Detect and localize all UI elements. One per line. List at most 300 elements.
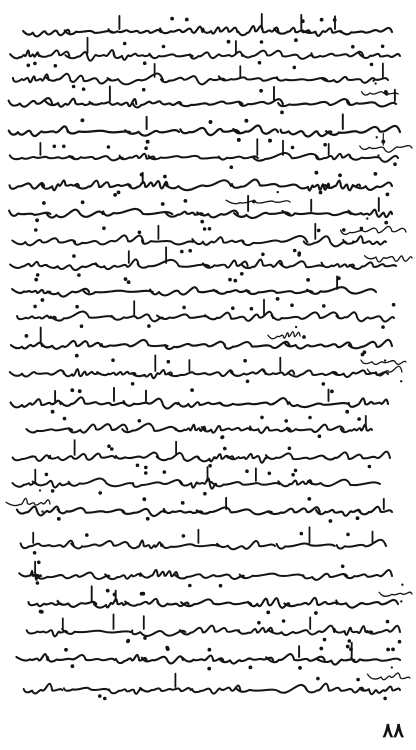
diacritic-dot [356, 516, 360, 520]
manuscript-line [312, 52, 364, 58]
manuscript-line [132, 370, 172, 378]
diacritic-dot [348, 639, 352, 643]
diacritic-dot [352, 241, 354, 243]
manuscript-line [103, 209, 172, 216]
manuscript-line [47, 264, 98, 270]
manuscript-line [278, 480, 312, 486]
diacritic-dot [341, 565, 345, 569]
diacritic-dot [377, 154, 379, 156]
manuscript-line [160, 27, 202, 34]
manuscript-line [48, 655, 115, 662]
diacritic-dot [110, 447, 114, 451]
manuscript-line [219, 156, 258, 159]
manuscript-line [128, 181, 168, 188]
diacritic-dot [307, 497, 311, 501]
diacritic-dot [184, 199, 188, 203]
manuscript-line [122, 509, 164, 516]
interlinear-gloss [379, 592, 412, 596]
diacritic-dot [42, 201, 46, 205]
manuscript-line [289, 402, 348, 407]
manuscript-line [217, 541, 275, 549]
diacritic-dot [143, 61, 147, 65]
diacritic-dot [147, 324, 151, 328]
diacritic-dot [36, 273, 40, 277]
manuscript-line [326, 126, 400, 135]
diacritic-dot [82, 87, 86, 91]
manuscript-line [190, 52, 242, 59]
diacritic-dot [51, 410, 55, 414]
manuscript-line [277, 544, 335, 549]
diacritic-dot [106, 589, 110, 593]
diacritic-dot [165, 646, 169, 650]
diacritic-dot [63, 417, 67, 421]
diacritic-dot [142, 497, 146, 501]
diacritic-dot [208, 464, 212, 468]
diacritic-dot [400, 380, 402, 382]
manuscript-line [288, 370, 337, 376]
manuscript-line [102, 340, 168, 347]
diacritic-dot [291, 146, 295, 150]
manuscript-line [174, 574, 244, 579]
manuscript-line [304, 236, 346, 246]
diacritic-dot [386, 193, 390, 197]
manuscript-line [341, 28, 393, 34]
interlinear-gloss [6, 498, 50, 505]
diacritic-dot [54, 64, 58, 68]
manuscript-line [67, 129, 130, 134]
manuscript-line [142, 240, 193, 244]
manuscript-line [63, 369, 100, 376]
diacritic-dot [237, 138, 241, 142]
diacritic-dot [180, 250, 184, 254]
manuscript-line [220, 398, 288, 406]
diacritic-dot [107, 444, 111, 448]
manuscript-line [11, 343, 42, 349]
diacritic-dot [33, 551, 37, 555]
manuscript-line [233, 126, 278, 134]
manuscript-line [33, 481, 70, 488]
manuscript-line [180, 128, 239, 135]
diacritic-dot [381, 45, 385, 49]
manuscript-line [75, 181, 131, 189]
diacritic-dot [319, 647, 323, 651]
diacritic-dot [34, 228, 38, 232]
manuscript-line [272, 312, 339, 319]
manuscript-line [239, 628, 273, 634]
manuscript-line [281, 130, 332, 137]
manuscript-line [69, 156, 123, 161]
page-number: ۸۸ [382, 718, 404, 742]
manuscript-line [149, 156, 220, 160]
manuscript-line [359, 53, 400, 58]
diacritic-dot [223, 447, 227, 451]
diacritic-dot [250, 307, 254, 311]
manuscript-line [268, 507, 320, 514]
diacritic-dot [57, 517, 61, 521]
manuscript-line [50, 312, 114, 321]
interlinear-gloss [268, 332, 300, 339]
manuscript-line [41, 180, 79, 190]
diacritic-dot [320, 18, 324, 22]
manuscript-line [9, 126, 68, 136]
manuscript-line [157, 314, 209, 319]
manuscript-line [305, 684, 363, 693]
manuscript-line [225, 342, 290, 349]
interlinear-gloss [362, 92, 398, 95]
manuscript-line [47, 210, 103, 218]
manuscript-line [19, 571, 41, 580]
diacritic-dot [356, 678, 360, 682]
diacritic-dot [41, 510, 43, 512]
manuscript-line [58, 601, 97, 607]
manuscript-line [64, 688, 109, 691]
manuscript-line [116, 452, 159, 458]
diacritic-dot [342, 228, 346, 232]
diacritic-dot [302, 335, 306, 339]
manuscript-line [10, 262, 47, 268]
manuscript-line [97, 372, 135, 375]
manuscript-line [181, 599, 251, 606]
manuscript-line [133, 480, 182, 487]
interlinear-gloss [360, 146, 412, 153]
diacritic-dot [34, 278, 38, 282]
manuscript-line [10, 370, 64, 376]
diacritic-dot [338, 173, 342, 177]
diacritic-dot [162, 45, 166, 49]
diacritic-dot [144, 466, 148, 470]
diacritic-dot [80, 324, 84, 328]
diacritic-dot [39, 610, 43, 614]
manuscript-line [45, 74, 111, 84]
manuscript-line [69, 478, 134, 486]
diacritic-dot [318, 434, 322, 438]
diacritic-dot [71, 664, 75, 668]
manuscript-line [180, 626, 239, 635]
diacritic-dot [257, 621, 261, 625]
manuscript-line [12, 482, 36, 487]
diacritic-dot [207, 667, 211, 671]
manuscript-line [183, 655, 224, 661]
diacritic-dot [384, 221, 388, 225]
diacritic-dot [360, 227, 364, 231]
diacritic-dot [98, 491, 102, 495]
manuscript-line [112, 314, 163, 321]
diacritic-dot [127, 280, 131, 284]
diacritic-dot [221, 435, 225, 439]
diacritic-dot [81, 200, 85, 204]
manuscript-line [132, 630, 185, 636]
manuscript-line [162, 544, 218, 548]
manuscript-line [71, 541, 129, 548]
interlinear-gloss [226, 200, 290, 204]
manuscript-line [179, 102, 242, 107]
diacritic-dot [203, 227, 207, 231]
diacritic-dot [200, 220, 204, 224]
manuscript-line [350, 156, 398, 162]
diacritic-dot [33, 305, 37, 309]
interlinear-gloss [365, 256, 412, 262]
manuscript-line [324, 452, 391, 460]
manuscript-line [220, 658, 273, 664]
manuscript-line [105, 574, 140, 579]
manuscript-line [284, 342, 351, 348]
manuscript-line [74, 235, 144, 244]
diacritic-dot [319, 191, 323, 195]
diacritic-dot [386, 648, 390, 652]
manuscript-line [142, 656, 183, 663]
diacritic-dot [208, 648, 212, 652]
diacritic-dot [131, 382, 135, 386]
diacritic-dot [294, 38, 298, 42]
manuscript-line [13, 455, 49, 461]
manuscript-line [280, 261, 323, 267]
diacritic-dot [231, 306, 235, 310]
interlinear-gloss [367, 366, 402, 376]
manuscript-line [165, 180, 231, 190]
diacritic-dot [297, 253, 301, 257]
diacritic-dot [142, 88, 146, 92]
manuscript-line [16, 654, 47, 661]
manuscript-line [17, 506, 60, 515]
manuscript-line [192, 685, 240, 693]
diacritic-dot [62, 145, 66, 149]
manuscript-line [94, 599, 129, 608]
manuscript-line [351, 658, 400, 662]
diacritic-dot [370, 63, 374, 67]
diacritic-dot [72, 254, 76, 258]
manuscript-line [211, 482, 279, 486]
diacritic-dot [249, 666, 253, 670]
manuscript-line [58, 508, 125, 513]
diacritic-dot [103, 697, 107, 701]
manuscript-line [157, 602, 188, 606]
diacritic-dot [143, 636, 147, 640]
manuscript-line [23, 30, 70, 37]
diacritic-dot [185, 18, 189, 22]
diacritic-dot [306, 278, 310, 282]
diacritic-dot [70, 388, 74, 392]
manuscript-line [214, 290, 250, 294]
diacritic-dot [386, 620, 390, 624]
diacritic-dot [391, 666, 393, 668]
diacritic-dot [188, 584, 192, 588]
diacritic-dot [322, 304, 326, 308]
manuscript-line [205, 312, 273, 321]
manuscript-line [232, 180, 298, 188]
manuscript-line [336, 600, 398, 608]
manuscript-line [165, 342, 225, 349]
manuscript-line [50, 454, 115, 461]
manuscript-line [109, 29, 161, 33]
manuscript-line [242, 236, 307, 245]
diacritic-dot [53, 145, 57, 149]
diacritic-dot [357, 417, 361, 421]
diacritic-dot [102, 226, 106, 230]
diacritic-dot [268, 472, 272, 476]
manuscript-line [349, 398, 388, 407]
diacritic-dot [111, 358, 115, 362]
diacritic-dot [400, 600, 402, 602]
diacritic-dot [72, 85, 76, 89]
diacritic-dot [124, 277, 128, 281]
diacritic-dot [288, 447, 292, 451]
diacritic-dot [37, 561, 41, 565]
manuscript-line [284, 598, 337, 606]
diacritic-dot [182, 306, 186, 310]
manuscript-line [124, 399, 178, 409]
manuscript-line [62, 629, 131, 634]
manuscript-line [350, 262, 396, 269]
diacritic-dot [374, 172, 378, 176]
manuscript-line [21, 541, 74, 549]
manuscript-line [38, 50, 69, 57]
diacritic-dot [346, 645, 350, 649]
diacritic-dot [33, 62, 37, 66]
diacritic-dot [64, 648, 68, 652]
diacritic-dot [77, 273, 81, 277]
manuscript-line [347, 101, 396, 106]
manuscript-line [129, 540, 162, 548]
manuscript-line [47, 289, 89, 297]
manuscript-line [318, 659, 355, 664]
manuscript-line [10, 155, 74, 159]
diacritic-dot [203, 492, 207, 496]
diacritic-dot [41, 298, 45, 302]
diacritic-dot [398, 640, 402, 644]
manuscript-line [27, 630, 67, 636]
manuscript-line [349, 340, 392, 348]
manuscript-line [90, 99, 137, 106]
diacritic-dot [138, 231, 142, 235]
manuscript-line [202, 426, 250, 433]
diacritic-dot [230, 165, 234, 169]
manuscript-line [236, 685, 307, 693]
diacritic-dot [240, 272, 244, 276]
interlinear-gloss [361, 360, 406, 364]
diacritic-dot [190, 388, 194, 392]
diacritic-dot [295, 326, 297, 328]
diacritic-dot [401, 584, 403, 586]
manuscript-line [349, 210, 393, 217]
diacritic-dot [51, 489, 55, 493]
manuscript-line [246, 290, 312, 294]
diacritic-dot [25, 334, 29, 338]
diacritic-dot [181, 501, 185, 505]
diacritic-dot [317, 229, 321, 233]
diacritic-dot [208, 227, 212, 231]
diacritic-dot [330, 390, 334, 394]
diacritic-dot [277, 191, 279, 193]
manuscript-line [248, 598, 289, 608]
manuscript-line [11, 399, 61, 407]
manuscript-line [283, 211, 351, 216]
manuscript-line [278, 99, 349, 106]
diacritic-dot [260, 416, 264, 420]
manuscript-line [360, 686, 400, 694]
diacritic-dot [39, 489, 41, 491]
diacritic-dot [117, 191, 121, 195]
diacritic-dot [261, 253, 265, 257]
manuscript-line [125, 130, 179, 136]
manuscript-line [180, 478, 217, 488]
diacritic-dot [243, 359, 247, 363]
manuscript-line [157, 453, 199, 461]
diacritic-dot [345, 410, 349, 414]
interlinear-gloss [341, 226, 406, 234]
diacritic-dot [144, 471, 148, 475]
diacritic-dot [384, 359, 386, 361]
manuscript-line [176, 425, 206, 432]
manuscript-line [168, 370, 233, 376]
manuscript-line [178, 402, 222, 407]
manuscript-line [29, 602, 62, 606]
diacritic-dot [75, 354, 79, 358]
manuscript-line [238, 26, 278, 35]
manuscript-line [69, 424, 128, 433]
manuscript-line [303, 574, 347, 580]
manuscript-line [239, 99, 283, 106]
diacritic-dot [322, 382, 326, 386]
diacritic-dot [233, 279, 237, 283]
interlinear-gloss [368, 673, 411, 680]
manuscript-line [65, 50, 114, 61]
manuscript-line [12, 238, 75, 245]
manuscript-line [122, 424, 176, 433]
manuscript-line [140, 570, 177, 578]
diacritic-dot [308, 416, 312, 420]
diacritic-dot [315, 171, 319, 175]
manuscript-line [322, 77, 388, 83]
diacritic-dot [146, 517, 150, 521]
manuscript-line [150, 287, 218, 295]
diacritic-dot [266, 611, 270, 615]
diacritic-dot [246, 380, 250, 384]
manuscript-line [250, 427, 290, 433]
diacritic-dot [316, 677, 320, 681]
diacritic-dot [258, 61, 262, 65]
diacritic-dot [372, 80, 374, 82]
manuscript-line [138, 260, 210, 268]
manuscript-line [316, 154, 351, 159]
diacritic-dot [366, 217, 368, 219]
diacritic-dot [80, 118, 84, 122]
diacritic-dot [140, 592, 144, 596]
diacritic-dot [290, 303, 294, 307]
manuscript-line [337, 540, 386, 549]
diacritic-dot [314, 611, 318, 615]
manuscript-line [266, 453, 326, 459]
manuscript-line [344, 570, 392, 578]
diacritic-dot [361, 353, 365, 357]
diacritic-dot [45, 473, 49, 477]
diacritic-dot [294, 469, 298, 473]
diacritic-dot [136, 464, 140, 468]
diacritic-dot [138, 419, 142, 423]
manuscript-line [114, 53, 152, 60]
diacritic-dot [27, 64, 31, 68]
manuscript-line [298, 184, 330, 191]
manuscript-line [10, 50, 39, 58]
diacritic-dot [293, 249, 297, 253]
diacritic-dot [161, 202, 165, 206]
diacritic-dot [167, 360, 171, 364]
diacritic-dot [245, 469, 249, 473]
manuscript-line [277, 77, 327, 80]
manuscript-line [192, 237, 244, 245]
diacritic-dot [209, 120, 213, 124]
manuscript-line [42, 341, 101, 349]
manuscript-line [240, 574, 304, 579]
